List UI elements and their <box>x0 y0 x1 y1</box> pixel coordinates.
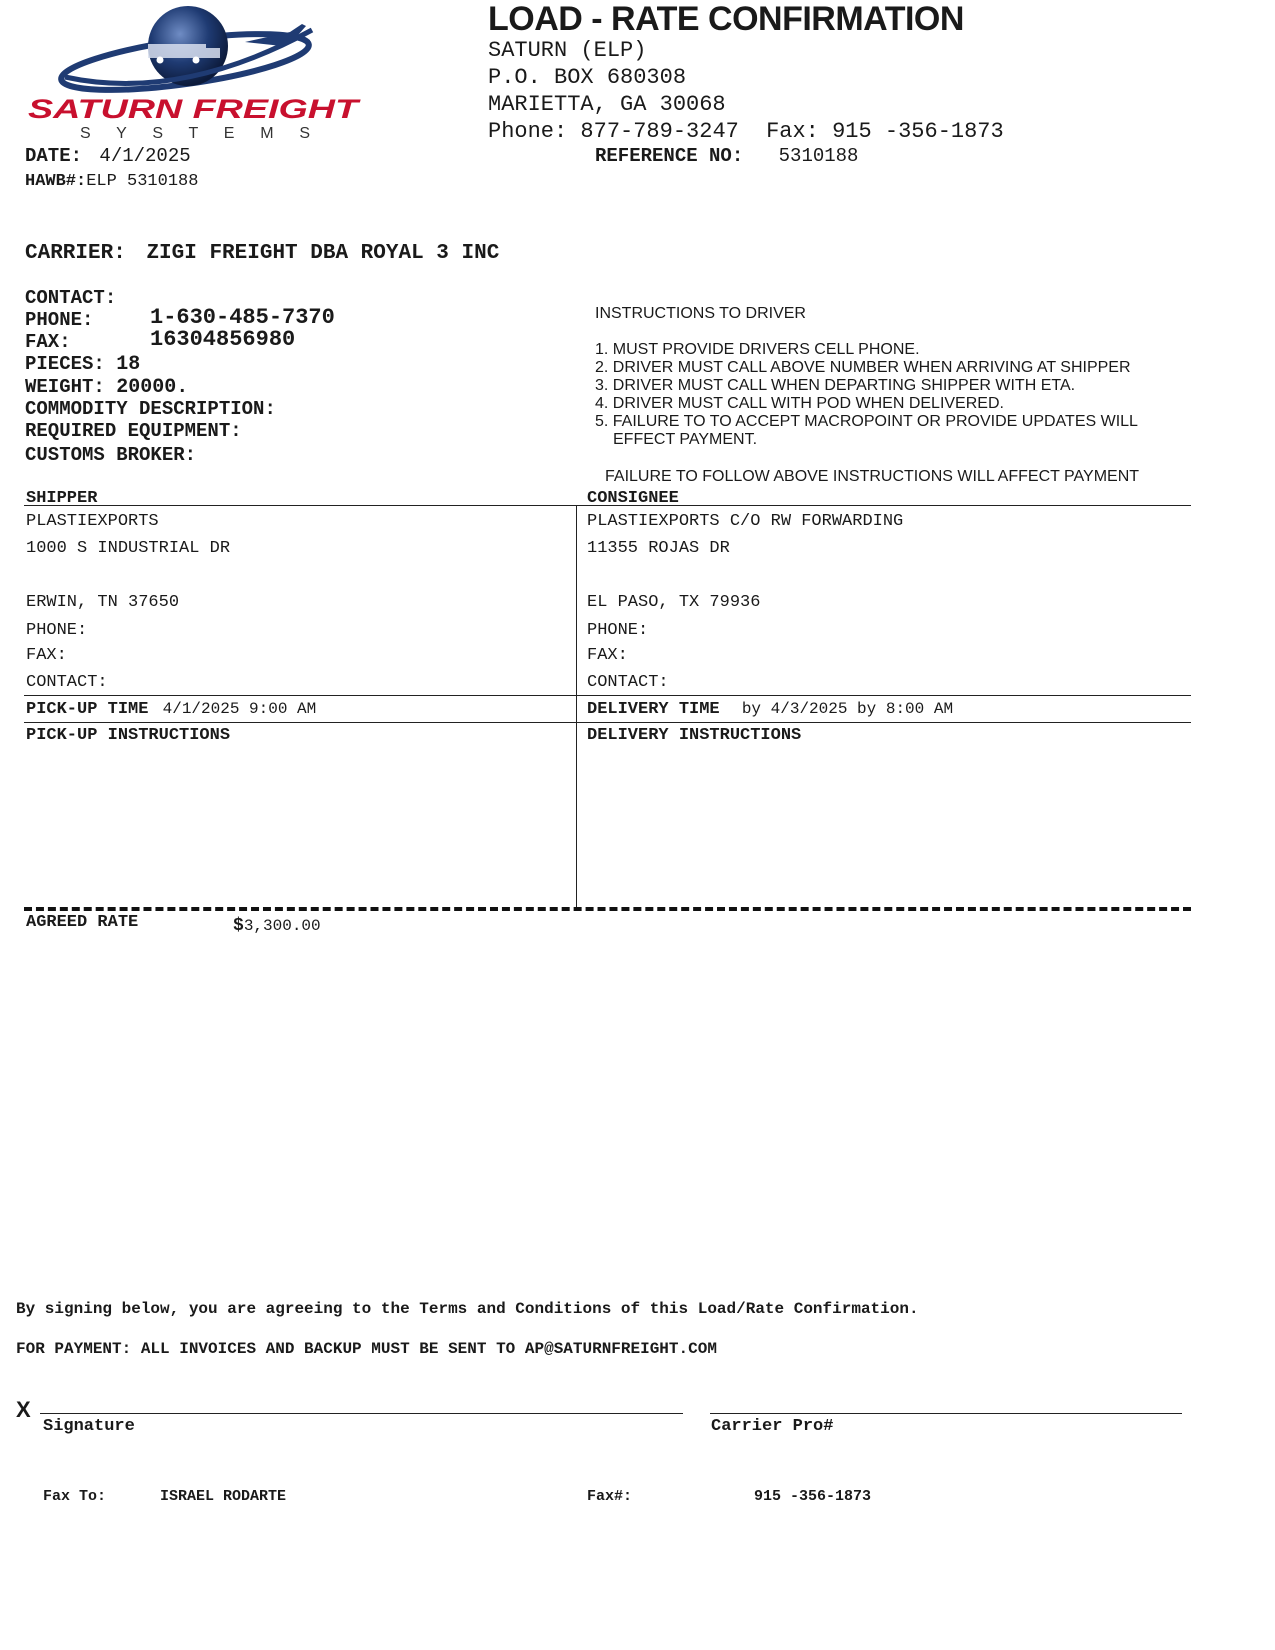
consignee-contact-label: CONTACT: <box>587 673 669 692</box>
company-fax-label: Fax: <box>766 119 819 144</box>
consignee-fax-label: FAX: <box>587 646 628 665</box>
delivery-time-value: by 4/3/2025 by 8:00 AM <box>741 700 954 718</box>
delivery-time-line <box>587 700 953 719</box>
reference-value: 5310188 <box>778 145 859 167</box>
carrier-label: CARRIER: <box>25 242 126 265</box>
hawb-line <box>25 172 198 191</box>
consignee-address: 11355 ROJAS DR <box>587 539 730 558</box>
table-top-border <box>24 505 1191 506</box>
instruction-item: 2. DRIVER MUST CALL ABOVE NUMBER WHEN ARRIVING AT SHIPPER <box>595 359 1131 376</box>
signature-line[interactable] <box>40 1413 683 1414</box>
weight-value: 20000. <box>116 376 189 399</box>
carrier-fax-label: FAX: <box>25 331 71 353</box>
company-phone: 877-789-3247 <box>580 119 739 144</box>
company-city: MARIETTA, GA 30068 <box>488 92 726 117</box>
shipper-fax-label: FAX: <box>26 646 67 665</box>
logo-brand-name: SATURN FREIGHT <box>28 94 362 124</box>
instructions-title: INSTRUCTIONS TO DRIVER <box>595 305 806 322</box>
currency-symbol: $ <box>233 916 244 936</box>
date-label: DATE: <box>25 145 83 167</box>
company-phone-line <box>488 119 1004 144</box>
company-name: SATURN (ELP) <box>488 38 647 63</box>
reference-label: REFERENCE NO: <box>595 145 744 167</box>
hawb-value: ELP 5310188 <box>86 172 199 191</box>
customs-broker-label: CUSTOMS BROKER: <box>25 444 197 466</box>
saturn-freight-logo <box>20 2 370 142</box>
payment-text: FOR PAYMENT: ALL INVOICES AND BACKUP MUST BE SENT TO AP@SATURNFREIGHT.COM <box>16 1340 717 1358</box>
page-title: LOAD - RATE CONFIRMATION <box>488 0 964 38</box>
pickup-time-label: PICK-UP TIME <box>26 700 149 719</box>
commodity-label: COMMODITY DESCRIPTION: <box>25 398 276 420</box>
instruction-item: 1. MUST PROVIDE DRIVERS CELL PHONE. <box>595 341 920 358</box>
date-value: 4/1/2025 <box>99 145 191 167</box>
pieces-label: PIECES: <box>25 353 105 375</box>
consignee-name: PLASTIEXPORTS C/O RW FORWARDING <box>587 512 904 531</box>
pieces-value: 18 <box>116 353 141 376</box>
fax-number: 915 -356-1873 <box>754 1488 872 1505</box>
agreed-rate-label: AGREED RATE <box>26 913 139 932</box>
fax-to-label: Fax To: <box>43 1488 107 1505</box>
carrier-pro-label: Carrier Pro# <box>711 1417 834 1436</box>
signature-label: Signature <box>43 1417 135 1436</box>
instructions-warning: FAILURE TO FOLLOW ABOVE INSTRUCTIONS WILL AFFECT PAYMENT <box>605 468 1140 485</box>
company-fax: 915 -356-1873 <box>832 119 1004 144</box>
weight-label: WEIGHT: <box>25 376 105 398</box>
shipper-contact-label: CONTACT: <box>26 673 108 692</box>
instruction-item: 5. FAILURE TO TO ACCEPT MACROPOINT OR PROVIDE UPDATES WILL <box>595 413 1138 430</box>
carrier-contact-label: CONTACT: <box>25 287 117 309</box>
equipment-label: REQUIRED EQUIPMENT: <box>25 420 242 442</box>
consignee-heading: CONSIGNEE <box>587 489 679 508</box>
pickup-instructions-label: PICK-UP INSTRUCTIONS <box>26 726 231 745</box>
time-row-bottom-border <box>24 722 1191 723</box>
carrier-line <box>25 242 499 265</box>
terms-text: By signing below, you are agreeing to the Terms and Conditions of this Load/Rate Confirmation. <box>16 1300 919 1318</box>
time-row-top-border <box>24 695 1191 696</box>
carrier-phone: 1-630-485-7370 <box>150 305 335 330</box>
shipper-city: ERWIN, TN 37650 <box>26 593 180 612</box>
table-column-divider <box>576 505 577 909</box>
agreed-rate-value <box>233 916 321 936</box>
rate-amount: 3,300.00 <box>243 917 321 935</box>
carrier-fax: 16304856980 <box>150 327 296 352</box>
carrier-name: ZIGI FREIGHT DBA ROYAL 3 INC <box>146 242 500 265</box>
signature-x-mark: X <box>16 1397 31 1422</box>
shipper-phone-label: PHONE: <box>26 621 88 640</box>
reference-line <box>595 145 858 167</box>
rate-separator <box>24 907 1191 911</box>
delivery-time-label: DELIVERY TIME <box>587 700 720 719</box>
shipper-heading: SHIPPER <box>26 489 98 508</box>
weight-line <box>25 376 188 399</box>
delivery-instructions-label: DELIVERY INSTRUCTIONS <box>587 726 802 745</box>
fax-to-name: ISRAEL RODARTE <box>160 1488 287 1505</box>
shipper-name: PLASTIEXPORTS <box>26 512 159 531</box>
shipper-address: 1000 S INDUSTRIAL DR <box>26 539 231 558</box>
instruction-item: EFFECT PAYMENT. <box>613 431 758 448</box>
pieces-line <box>25 353 140 376</box>
carrier-phone-label: PHONE: <box>25 309 94 331</box>
pickup-time-line <box>26 700 316 719</box>
hawb-label: HAWB#: <box>25 172 87 191</box>
instruction-item: 4. DRIVER MUST CALL WITH POD WHEN DELIVERED. <box>595 395 1004 412</box>
consignee-city: EL PASO, TX 79936 <box>587 593 761 612</box>
company-phone-label: Phone: <box>488 119 568 144</box>
instruction-item: 3. DRIVER MUST CALL WHEN DEPARTING SHIPPER WITH ETA. <box>595 377 1076 394</box>
consignee-phone-label: PHONE: <box>587 621 649 640</box>
company-po-box: P.O. BOX 680308 <box>488 65 687 90</box>
date-line <box>25 145 191 167</box>
pickup-time-value: 4/1/2025 9:00 AM <box>162 700 317 718</box>
fax-number-label: Fax#: <box>587 1488 633 1505</box>
carrier-pro-line[interactable] <box>710 1413 1182 1414</box>
logo-brand-sub: S Y S T E M S <box>80 125 310 142</box>
